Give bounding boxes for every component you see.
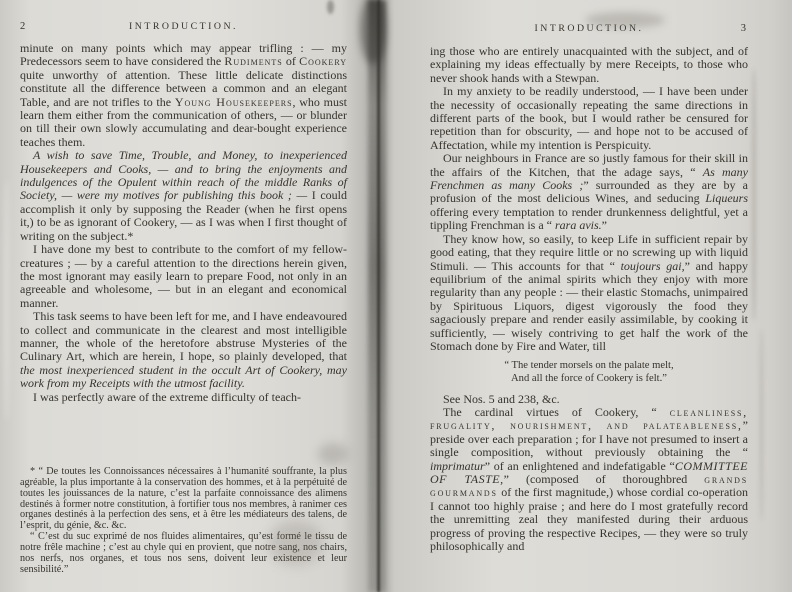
text-run: They know how, so easily, to keep Life in sufficient repair by good eating, that they require little or no screwing up with liquid Stimuli. — This accounts for that “ bbox=[430, 231, 748, 273]
text-run: A wish to save Time, Trouble, and Money, to inexperienced Housekeepers and Cooks, — and to bring the enjoyments and indulgences of the Opulent within reach of the middle Ranks of Society, — were my motives for publishing this book ; — bbox=[20, 148, 347, 203]
text-run: ” (composed of thoroughbred bbox=[503, 471, 705, 486]
text-run: Our neighbours in France are so justly famous for their skill in the affairs of the Kitchen, that the adage says, “ bbox=[430, 151, 748, 179]
left-page-number: 2 bbox=[20, 21, 26, 32]
verse-quote bbox=[430, 360, 748, 385]
text-run: minute on many points which may appear trifling : — my Predecessors seem to have considered the bbox=[20, 41, 347, 69]
text-run: “ C’est du suc exprimé de nos fluides alimentaires, qu’est formé le tissu de notre frêle machine ; c’est au chyle qui en provient, que notre sang, nos chairs, nos nerfs, nos organes, et tous nos sens, doivent leur existence et leur sensibilité.” bbox=[20, 531, 347, 575]
text-run: rara avis. bbox=[554, 218, 602, 233]
right-page-number: 3 bbox=[740, 23, 746, 34]
text-run: , who must learn them either from the communication of others, — or blunder on till their own slowly accumulating and dear-bought experience teaches them. bbox=[20, 94, 347, 149]
text-run: cleanliness, frugality, nourishment, and palateableness, bbox=[430, 405, 748, 433]
paragraph bbox=[430, 152, 748, 232]
text-run: COMMITTEE OF TASTE, bbox=[430, 458, 748, 486]
text-run: I was perfectly aware of the extreme difficulty of teach- bbox=[33, 389, 301, 404]
right-page-paragraphs-top bbox=[430, 45, 748, 353]
right-running-head bbox=[430, 23, 748, 37]
left-running-header-title: INTRODUCTION. bbox=[129, 21, 238, 32]
paragraph bbox=[20, 391, 347, 404]
text-run: Rudiments bbox=[224, 54, 283, 69]
text-run: imprimatur bbox=[430, 458, 485, 473]
paragraph bbox=[430, 45, 748, 85]
paragraph bbox=[20, 149, 347, 243]
left-running-head bbox=[20, 21, 347, 35]
paragraph bbox=[430, 85, 748, 152]
paragraph bbox=[20, 243, 347, 310]
paragraph bbox=[20, 532, 347, 575]
text-run: ” surrounded as they are by a profusion of the most delicious Wines, and seducing bbox=[430, 178, 749, 206]
paragraph bbox=[20, 310, 347, 390]
text-run: ing those who are entirely unacquainted with the subject, and of explaining my ideas effectually by mere Receipts, to those who never shook hands with a Stewpan. bbox=[430, 44, 748, 85]
paragraph bbox=[20, 467, 347, 532]
text-run: I could accomplish it only by supposing the Reader (when he first opens it,) to be as ignorant of Cookery, — as I was when I first thought of writing on the subject.* bbox=[20, 188, 348, 243]
binding-gutter-line bbox=[377, 0, 380, 592]
text-run: I have done my best to contribute to the comfort of my fellow-creatures ; — by a careful attention to the directions herein given, the most ignorant may easily learn to prepare Food, not only in an agreeable and wholesome, — but in an elegant and economical manner. bbox=[20, 242, 347, 310]
text-run: * “ De toutes les Connoissances nécessaires à l’humanité souffrante, la plus agréable, la plus importante à la conservation des hommes, et à la perpétuité de toutes les jouissances de la nature, c’est la parfaite connoissance des alimens destinés à former notre constitution, à fortifier tous nos membres, à ranimer ces organes destinés à la perfection des sens, et à être les médiateurs des talens, de l’esprit, du génie, &c. &c. bbox=[20, 466, 347, 532]
text-run: ” bbox=[601, 218, 607, 233]
right-page-body bbox=[430, 45, 748, 553]
paragraph bbox=[20, 42, 347, 149]
paragraph bbox=[430, 393, 748, 406]
right-running-header-title: INTRODUCTION. bbox=[534, 23, 644, 34]
verse-line-2: And all the force of Cookery is felt.” bbox=[511, 372, 667, 384]
text-run: ” and happy equilibrium of the animal spirits which they enjoy with more regularity than any people : — their elastic Stomachs, unimpaired by Spirituous Liquors, digest vigorously the food they sagaciously prepare and render easily assimilable, by cooking it sufficiently, — wisely contriving to get half the work of the Stomach done by Fire and Water, till bbox=[430, 258, 749, 353]
text-run: the most inexperienced student in the occult Art of Cookery, may work from my Receipts with the utmost facility. bbox=[20, 362, 347, 391]
text-run: Liqueurs bbox=[705, 191, 748, 206]
text-run: This task seems to have been left for me, and I have endeavoured to collect and communicate in the clearest and most intelligible manner, the whole of the heretofore abstruse Mysteries of the Culinary Art, which are herein, I hope, so plainly developed, that bbox=[20, 309, 347, 364]
text-run: The cardinal virtues of Cookery, “ bbox=[443, 404, 670, 419]
verse-line-1: “ The tender morsels on the palate melt, bbox=[504, 360, 674, 372]
text-run: In my anxiety to be readily understood, — I have been under the necessity of occasionally repeating the same directions in different parts of the book, but I would rather be censured for repetition than for obscurity, — and hope not to be accused of Affectation, while my intention is Perspicuity. bbox=[430, 84, 748, 152]
text-run: offering every temptation to render drunkenness delightful, yet a tippling Frenchman is a “ bbox=[430, 204, 748, 233]
left-page bbox=[0, 0, 378, 592]
text-run: Cookery bbox=[299, 54, 347, 69]
text-run: grands gourmands bbox=[430, 472, 748, 500]
text-run: See Nos. 5 and 238, &c. bbox=[443, 391, 560, 406]
text-run: quite unworthy of attention. These little delicate distinctions constitute all the difference between a common and an elegant Table, and are not trifles to the bbox=[20, 67, 347, 109]
text-run: ” of an enlightened and indefatigable “ bbox=[484, 458, 675, 473]
left-page-footnote bbox=[20, 467, 347, 575]
paragraph bbox=[430, 406, 748, 553]
text-run: toujours gai, bbox=[620, 258, 685, 273]
right-page-paragraphs-bottom bbox=[430, 393, 748, 554]
left-page-body bbox=[20, 42, 347, 404]
paragraph bbox=[430, 233, 748, 354]
text-run: Young Housekeepers bbox=[174, 94, 293, 109]
text-run: ” preside over each preparation ; for I have not presumed to insert a single composition, without previously obtaining the “ bbox=[430, 418, 748, 460]
text-run: As many Frenchmen as many Cooks ; bbox=[430, 164, 748, 193]
text-run: of bbox=[282, 54, 300, 69]
text-run: of the first magnitude,) whose cordial co-operation I cannot too highly praise ; and here do I most gratefully record the unremitting zeal they manifested during their arduous progress of proving the respective Recipes, — they were so truly philosophically and bbox=[430, 485, 748, 553]
